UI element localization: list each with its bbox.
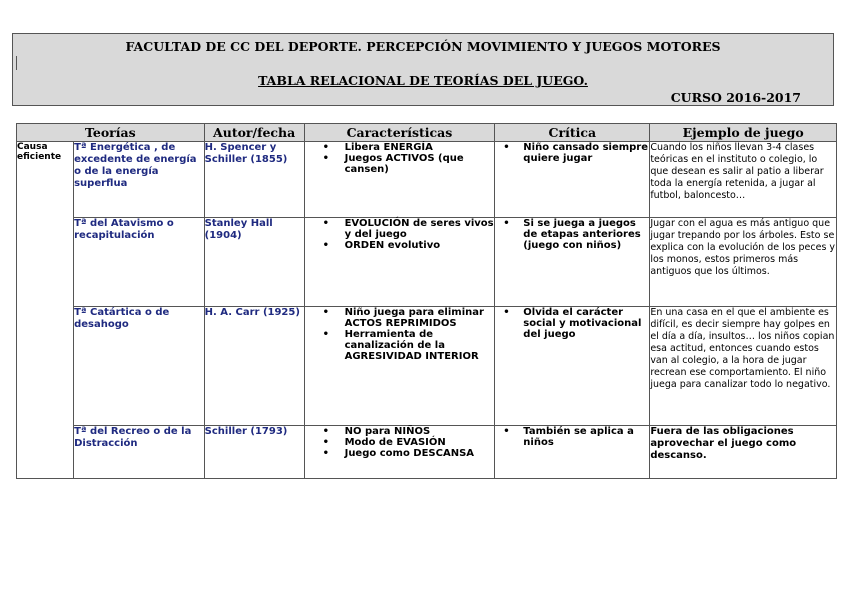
theories-table — [16, 123, 837, 479]
header-ejemplo: Ejemplo de juego — [650, 124, 837, 142]
theory-name: Tª del Recreo o de la Distracción — [74, 426, 205, 479]
characteristics-cell — [304, 218, 495, 307]
characteristic-item: • Herramienta de canalización de la AGRESIVIDAD INTERIOR — [345, 329, 495, 362]
theory-author: H. Spencer y Schiller (1855) — [204, 142, 304, 218]
criticism-item: • Niño cansado siempre quiere jugar — [523, 142, 649, 164]
example-cell: Cuando los niños llevan 3-4 clases teóricas en el instituto o colegio, lo que desean es salir al patio a liberar toda la energía retenida, a jugar al futbol, baloncesto… — [650, 142, 837, 218]
theory-author: Schiller (1793) — [204, 426, 304, 479]
table-header-row — [17, 124, 837, 142]
characteristic-item: • Niño juega para eliminar ACTOS REPRIMIDOS — [345, 307, 495, 329]
theory-author: H. A. Carr (1925) — [204, 307, 304, 426]
table-title: TABLA RELACIONAL DE TEORÍAS DEL JUEGO. — [258, 73, 588, 88]
example-cell: Fuera de las obligaciones aprovechar el juego como descanso. — [650, 426, 837, 479]
characteristics-cell — [304, 307, 495, 426]
criticism-cell — [495, 142, 650, 218]
criticism-item: • También se aplica a niños — [523, 426, 649, 448]
theory-author: Stanley Hall (1904) — [204, 218, 304, 307]
characteristic-item: • NO para NIÑOS — [345, 426, 495, 437]
example-cell: En una casa en el que el ambiente es difícil, es decir siempre hay golpes en el día a día, insultos… los niños copian esa actitud, entonces cuando estos van al colegio, a la hora de jugar recrean ese comportamiento. El niño juega para canalizar todo lo negativo. — [650, 307, 837, 426]
characteristic-item: • Juego como DESCANSA — [345, 448, 495, 459]
text-cursor-mark — [16, 56, 17, 70]
theory-name: Tª Catártica o de desahogo — [74, 307, 205, 426]
group-label: Causa eficiente — [17, 142, 74, 479]
criticism-cell — [495, 218, 650, 307]
table-row — [17, 307, 837, 426]
document-header — [12, 33, 834, 106]
course-label: CURSO 2016-2017 — [670, 90, 801, 105]
criticism-item: • Olvida el carácter social y motivacional del juego — [523, 307, 649, 340]
header-teorias: Teorías — [17, 124, 205, 142]
criticism-cell — [495, 307, 650, 426]
header-critica: Crítica — [495, 124, 650, 142]
characteristics-cell — [304, 426, 495, 479]
characteristic-item: • Libera ENERGÍA — [345, 142, 495, 153]
faculty-title: FACULTAD DE CC DEL DEPORTE. PERCEPCIÓN MOVIMIENTO Y JUEGOS MOTORES — [125, 39, 721, 54]
characteristic-item: • EVOLUCIÓN de seres vivos y del juego — [345, 218, 495, 240]
theory-name: Tª Energética , de excedente de energía o de la energía superflua — [74, 142, 205, 218]
characteristic-item: • Juegos ACTIVOS (que cansen) — [345, 153, 495, 175]
header-caracteristicas: Características — [304, 124, 495, 142]
table-row — [17, 426, 837, 479]
criticism-cell — [495, 426, 650, 479]
characteristic-item: • Modo de EVASIÓN — [345, 437, 495, 448]
header-autor: Autor/fecha — [204, 124, 304, 142]
table-row — [17, 218, 837, 307]
theory-name: Tª del Atavismo o recapitulación — [74, 218, 205, 307]
characteristic-item: • ORDEN evolutivo — [345, 240, 495, 251]
example-cell: Jugar con el agua es más antiguo que jugar trepando por los árboles. Esto se explica con la evolución de los peces y los monos, estos primeros más antiguos que los últimos. — [650, 218, 837, 307]
characteristics-cell — [304, 142, 495, 218]
criticism-item: • Si se juega a juegos de etapas anteriores (juego con niños) — [523, 218, 649, 251]
table-row — [17, 142, 837, 218]
